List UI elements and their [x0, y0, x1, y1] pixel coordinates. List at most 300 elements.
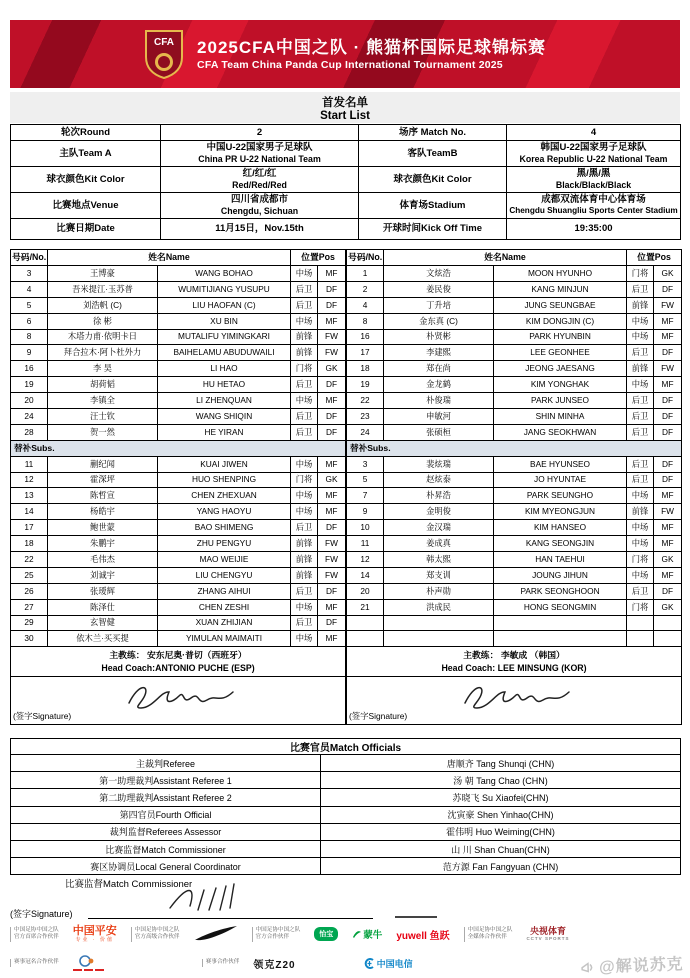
player-row	[347, 599, 682, 615]
player-no: 14	[11, 504, 48, 520]
player-name-en: PARK JUNSEO	[494, 393, 627, 409]
title-sponsor-logo	[73, 955, 104, 971]
official-row	[11, 772, 681, 789]
official-name: 山 川 Shan Chuan(CHN)	[321, 840, 681, 857]
player-pos-en: GK	[654, 552, 682, 568]
player-name-en: JO HYUNTAE	[494, 472, 627, 488]
player-pos-en: MF	[654, 520, 682, 536]
player-pos-cn: 前锋	[627, 297, 654, 313]
player-pos-en: MF	[654, 488, 682, 504]
player-no: 17	[11, 520, 48, 536]
player-name-en: KIM YONGHAK	[494, 377, 627, 393]
kickoff-label: 开球时间Kick Off Time	[359, 219, 507, 240]
player-pos-en: GK	[318, 472, 346, 488]
player-pos-cn: 中场	[627, 536, 654, 552]
teama-value: 中国U-22国家男子足球队 China PR U-22 National Team	[161, 141, 359, 167]
player-name-cn: 郑在尚	[384, 361, 494, 377]
player-name-cn: 金龙鹤	[384, 377, 494, 393]
official-role: 主裁判Referee	[11, 755, 321, 772]
player-pos-en: DF	[318, 583, 346, 599]
player-pos-en: MF	[318, 488, 346, 504]
official-name: 汤 朝 Tang Chao (CHN)	[321, 772, 681, 789]
player-name-cn: 朴昇浩	[384, 488, 494, 504]
player-row	[347, 297, 682, 313]
player-row	[11, 297, 346, 313]
player-name-en: HONG SEONGMIN	[494, 599, 627, 615]
chief-partner-label: 中国足协中国之队 官方首席合作伙伴	[10, 927, 59, 942]
player-row	[347, 393, 682, 409]
teamb-value: 韩国U-22国家男子足球队 Korea Republic U-22 National Team	[507, 141, 681, 167]
player-name-en: MOON HYUNHO	[494, 266, 627, 282]
player-name-cn: 郑支训	[384, 567, 494, 583]
player-pos-en: DF	[654, 281, 682, 297]
venue-label: 比赛地点Venue	[11, 193, 161, 219]
official-name: 沈寅豪 Shen Yinhao(CHN)	[321, 806, 681, 823]
player-name-en: PARK HYUNBIN	[494, 329, 627, 345]
player-row	[11, 615, 346, 631]
player-pos-en: FW	[654, 504, 682, 520]
team-b-signature-cell	[347, 677, 682, 725]
signature-dash	[395, 916, 437, 918]
player-no: 17	[347, 345, 384, 361]
player-row	[347, 456, 682, 472]
player-row	[11, 520, 346, 536]
player-row	[11, 631, 346, 647]
commissioner-signature-zone	[10, 874, 680, 924]
player-no: 20	[347, 583, 384, 599]
player-name-cn: 拜合拉木·阿卜杜外力	[48, 345, 158, 361]
player-pos-cn: 后卫	[627, 472, 654, 488]
player-pos-cn: 中场	[291, 313, 318, 329]
player-name-cn: 陈泽仕	[48, 599, 158, 615]
player-pos-cn: 前锋	[291, 567, 318, 583]
match-info-table	[10, 124, 681, 240]
player-pos-en: DF	[318, 520, 346, 536]
player-pos-en: DF	[318, 377, 346, 393]
player-pos-cn: 中场	[627, 520, 654, 536]
player-name-en: HE YIRAN	[158, 424, 291, 440]
player-pos-cn: 前锋	[291, 552, 318, 568]
player-name-en: CHEN ZHEXUAN	[158, 488, 291, 504]
player-pos-en: GK	[654, 266, 682, 282]
player-pos-en: FW	[318, 536, 346, 552]
player-no: 30	[11, 631, 48, 647]
player-no: 14	[347, 567, 384, 583]
startlist-title-en: Start List	[320, 110, 370, 122]
player-pos-cn: 中场	[291, 631, 318, 647]
nike-logo	[194, 926, 238, 942]
player-pos-cn: 后卫	[291, 409, 318, 425]
player-row	[11, 536, 346, 552]
player-name-en: JEONG JAESANG	[494, 361, 627, 377]
player-name-cn: 申敏河	[384, 409, 494, 425]
player-no: 20	[11, 393, 48, 409]
official-partner-label: 中国足协中国之队 官方合作伙伴	[252, 927, 301, 942]
subs-band-a: 替补Subs.	[11, 440, 346, 456]
player-name-en: WANG BOHAO	[158, 266, 291, 282]
player-name-cn: 霍深坪	[48, 472, 158, 488]
player-pos-en: MF	[654, 329, 682, 345]
teamb-label: 客队TeamB	[359, 141, 507, 167]
player-pos-cn: 门将	[627, 266, 654, 282]
player-name-cn: 木塔力甫·依明卡日	[48, 329, 158, 345]
signature-label-b: (签字Signature)	[349, 711, 408, 722]
player-row	[347, 520, 682, 536]
player-no: 1	[347, 266, 384, 282]
player-pos-en: FW	[318, 567, 346, 583]
yuwell-logo: yuwell 鱼跃	[396, 930, 450, 942]
official-row	[11, 840, 681, 857]
player-name-en: CHEN ZESHI	[158, 599, 291, 615]
player-pos-en: MF	[654, 567, 682, 583]
player-no: 19	[11, 377, 48, 393]
commissioner-signature	[160, 880, 290, 914]
player-name-en: HUO SHENPING	[158, 472, 291, 488]
player-pos-en: DF	[654, 472, 682, 488]
teama-label: 主队Team A	[11, 141, 161, 167]
player-pos-cn: 门将	[291, 472, 318, 488]
player-no: 24	[347, 424, 384, 440]
official-role: 第四官员Fourth Official	[11, 806, 321, 823]
player-pos-cn: 后卫	[627, 456, 654, 472]
player-row	[11, 377, 346, 393]
title-sponsor-label: 赛事冠名合作伙伴	[10, 959, 59, 966]
player-row	[347, 424, 682, 440]
player-no: 12	[11, 472, 48, 488]
player-name-cn: 李 昊	[48, 361, 158, 377]
player-name-en: KANG MINJUN	[494, 281, 627, 297]
official-role: 第二助理裁判Assistant Referee 2	[11, 789, 321, 806]
player-pos-cn: 中场	[291, 599, 318, 615]
official-role: 第一助理裁判Assistant Referee 1	[11, 772, 321, 789]
player-pos-en: MF	[654, 536, 682, 552]
china-telecom-logo: 中国电信	[364, 957, 413, 970]
player-row	[347, 536, 682, 552]
player-pos-en: GK	[654, 599, 682, 615]
official-row	[11, 806, 681, 823]
player-name-en: ZHU PENGYU	[158, 536, 291, 552]
player-row	[11, 393, 346, 409]
player-no: 4	[347, 297, 384, 313]
cctv-sports-logo: 央视体育 CCTV SPORTS	[526, 926, 570, 941]
player-name-cn: 金东真 (C)	[384, 313, 494, 329]
player-name-cn: 朴贤彬	[384, 329, 494, 345]
player-no: 3	[11, 266, 48, 282]
player-name-cn: 刘诚宇	[48, 567, 158, 583]
player-row	[11, 281, 346, 297]
cfa-team-china-logo	[144, 29, 184, 79]
tournament-banner	[10, 20, 680, 88]
subs-band-b: 替补Subs.	[347, 440, 682, 456]
stadium-value: 成都双流体育中心体育场 Chengdu Shuangliu Sports Center Stadium	[507, 193, 681, 219]
player-row	[347, 266, 682, 282]
player-row	[11, 552, 346, 568]
player-pos-cn: 后卫	[291, 424, 318, 440]
matchno-label: 场序 Match No.	[359, 125, 507, 141]
player-name-cn: 依木兰·买买提	[48, 631, 158, 647]
player-pos-en: MF	[318, 504, 346, 520]
official-name: 范方源 Fan Fangyuan (CHN)	[321, 858, 681, 875]
player-name-cn: 朱鹏宇	[48, 536, 158, 552]
player-name-en: HU HETAO	[158, 377, 291, 393]
player-pos-en: DF	[654, 393, 682, 409]
player-name-en: MUTALIFU YIMINGKARI	[158, 329, 291, 345]
player-name-cn: 王博豪	[48, 266, 158, 282]
player-row	[11, 456, 346, 472]
player-name-en: WUMITIJIANG YUSUPU	[158, 281, 291, 297]
player-pos-cn: 中场	[291, 266, 318, 282]
tournament-title-en: CFA Team China Panda Cup International Tournament 2025	[197, 58, 503, 71]
player-row	[11, 472, 346, 488]
col-name: 姓名Name	[384, 250, 627, 266]
player-name-en: KIM HANSEO	[494, 520, 627, 536]
col-pos: 位置Pos	[627, 250, 682, 266]
player-name-cn: 裴炫瑞	[384, 456, 494, 472]
player-row	[347, 345, 682, 361]
player-pos-cn: 中场	[291, 456, 318, 472]
player-no	[347, 615, 384, 631]
player-pos-cn	[627, 615, 654, 631]
pingan-logo: 中国平安 专业 · 价值	[72, 925, 117, 943]
startlist-title-cn: 首发名单	[322, 97, 368, 109]
player-name-en: KIM DONGJIN (C)	[494, 313, 627, 329]
svg-text:CFA: CFA	[154, 37, 175, 48]
event-partner-label: 赛事合作伙伴	[202, 959, 240, 966]
player-no: 18	[11, 536, 48, 552]
kickoff-value: 19:35:00	[507, 219, 681, 240]
megaphone-icon	[580, 958, 597, 975]
player-pos-en: DF	[654, 583, 682, 599]
player-pos-cn: 中场	[627, 313, 654, 329]
player-no: 10	[347, 520, 384, 536]
player-name-cn: 贺一然	[48, 424, 158, 440]
player-row	[11, 504, 346, 520]
player-row	[347, 472, 682, 488]
player-name-en: SHIN MINHA	[494, 409, 627, 425]
player-pos-cn: 前锋	[627, 504, 654, 520]
player-name-cn	[384, 631, 494, 647]
player-no: 19	[347, 377, 384, 393]
player-no: 2	[347, 281, 384, 297]
player-name-cn: 蒯纪闻	[48, 456, 158, 472]
player-pos-en: DF	[318, 615, 346, 631]
player-pos-cn: 中场	[627, 377, 654, 393]
player-no: 13	[11, 488, 48, 504]
player-no	[347, 631, 384, 647]
player-row	[11, 583, 346, 599]
player-pos-cn: 后卫	[627, 583, 654, 599]
player-no: 7	[347, 488, 384, 504]
player-name-en: XU BIN	[158, 313, 291, 329]
player-name-en: XUAN ZHIJIAN	[158, 615, 291, 631]
player-no: 16	[11, 361, 48, 377]
player-pos-cn: 前锋	[291, 345, 318, 361]
player-pos-en: DF	[654, 424, 682, 440]
player-row	[347, 504, 682, 520]
player-name-cn: 张瑷辉	[48, 583, 158, 599]
player-name-en: LIU CHENGYU	[158, 567, 291, 583]
player-name-cn: 鲍世蒙	[48, 520, 158, 536]
player-pos-cn: 门将	[627, 552, 654, 568]
coach-signature-b	[457, 681, 577, 713]
player-pos-en: MF	[654, 313, 682, 329]
player-row	[11, 409, 346, 425]
player-name-cn: 朴俊瑞	[384, 393, 494, 409]
player-pos-cn: 后卫	[627, 345, 654, 361]
player-name-en: JUNG SEUNGBAE	[494, 297, 627, 313]
player-name-en: PARK SEONGHOON	[494, 583, 627, 599]
player-row	[347, 488, 682, 504]
player-name-en	[494, 631, 627, 647]
player-name-cn: 韩太熙	[384, 552, 494, 568]
player-name-en: WANG SHIQIN	[158, 409, 291, 425]
player-name-en: PARK SEUNGHO	[494, 488, 627, 504]
player-no: 11	[11, 456, 48, 472]
player-pos-en: FW	[654, 297, 682, 313]
round-value: 2	[161, 125, 359, 141]
player-pos-cn: 中场	[627, 329, 654, 345]
player-no: 3	[347, 456, 384, 472]
yibao-logo: 怡宝	[314, 927, 338, 941]
player-no: 29	[11, 615, 48, 631]
date-value: 11月15日，Nov.15th	[161, 219, 359, 240]
player-pos-en: DF	[318, 281, 346, 297]
lynk-z20-logo: 领克Z20	[253, 959, 296, 971]
player-pos-en: DF	[318, 297, 346, 313]
official-role: 裁判监督Referees Assessor	[11, 823, 321, 840]
player-pos-en: FW	[318, 345, 346, 361]
player-pos-cn: 中场	[291, 504, 318, 520]
player-row	[347, 552, 682, 568]
player-name-cn: 金明俊	[384, 504, 494, 520]
player-pos-cn: 后卫	[291, 281, 318, 297]
player-pos-cn: 中场	[291, 488, 318, 504]
match-officials-table	[10, 738, 681, 875]
player-pos-cn: 后卫	[291, 520, 318, 536]
player-pos-cn: 前锋	[627, 361, 654, 377]
player-no: 22	[11, 552, 48, 568]
official-row	[11, 789, 681, 806]
player-row	[11, 329, 346, 345]
player-row	[11, 266, 346, 282]
mengniu-logo: 蒙牛	[352, 927, 382, 941]
col-number: 号码/No.	[11, 250, 48, 266]
player-no: 5	[11, 297, 48, 313]
player-row	[347, 615, 682, 631]
player-pos-en: MF	[318, 313, 346, 329]
player-pos-en: DF	[318, 424, 346, 440]
official-name: 唐顺齐 Tang Shunqi (CHN)	[321, 755, 681, 772]
player-row	[11, 567, 346, 583]
kita-label: 球衣颜色Kit Color	[11, 167, 161, 193]
player-pos-en: DF	[654, 456, 682, 472]
player-no: 8	[347, 313, 384, 329]
player-name-cn: 丁升培	[384, 297, 494, 313]
player-no: 26	[11, 583, 48, 599]
player-name-cn: 朴声勋	[384, 583, 494, 599]
player-no: 4	[11, 281, 48, 297]
player-pos-cn: 后卫	[627, 393, 654, 409]
player-name-en: HAN TAEHUI	[494, 552, 627, 568]
player-no: 25	[11, 567, 48, 583]
player-name-en: KANG SEONGJIN	[494, 536, 627, 552]
signature-label-a: (签字Signature)	[13, 711, 72, 722]
signature-line	[88, 918, 373, 919]
player-name-en: YIMULAN MAIMAITI	[158, 631, 291, 647]
player-pos-en: MF	[318, 456, 346, 472]
player-name-cn: 姜民俊	[384, 281, 494, 297]
player-no: 11	[347, 536, 384, 552]
weibo-watermark: @解说苏克	[580, 951, 684, 978]
player-row	[11, 361, 346, 377]
player-row	[11, 313, 346, 329]
player-name-cn: 姜成真	[384, 536, 494, 552]
player-pos-en: DF	[318, 409, 346, 425]
player-name-cn: 胡荷韬	[48, 377, 158, 393]
player-name-cn: 刘浩帆 (C)	[48, 297, 158, 313]
player-name-cn: 毛伟杰	[48, 552, 158, 568]
player-name-cn: 吾米提江·玉苏普	[48, 281, 158, 297]
kitb-label: 球衣颜色Kit Color	[359, 167, 507, 193]
player-pos-cn: 中场	[627, 567, 654, 583]
player-name-cn: 赵炫泰	[384, 472, 494, 488]
player-pos-en: MF	[654, 377, 682, 393]
player-pos-cn: 后卫	[627, 409, 654, 425]
commissioner-signature-label: (签字Signature)	[10, 909, 73, 919]
team-b-coach: 主教练： 李敏成 （韩国） Head Coach: LEE MINSUNG (KOR)	[347, 647, 682, 677]
team-a-squad-table	[10, 249, 346, 725]
player-pos-cn: 后卫	[627, 281, 654, 297]
player-pos-en: FW	[318, 552, 346, 568]
player-pos-cn: 前锋	[291, 536, 318, 552]
player-row	[347, 583, 682, 599]
player-name-en: BAO SHIMENG	[158, 520, 291, 536]
player-name-cn: 玄智健	[48, 615, 158, 631]
player-name-cn: 金汉瑞	[384, 520, 494, 536]
venue-value: 四川省成都市 Chengdu, Sichuan	[161, 193, 359, 219]
player-row	[347, 361, 682, 377]
player-no: 23	[347, 409, 384, 425]
player-name-en	[494, 615, 627, 631]
player-row	[347, 567, 682, 583]
player-no: 18	[347, 361, 384, 377]
player-pos-en	[654, 615, 682, 631]
player-no: 24	[11, 409, 48, 425]
player-pos-en: MF	[318, 393, 346, 409]
player-row	[347, 329, 682, 345]
player-name-en: LEE GEONHEE	[494, 345, 627, 361]
player-row	[11, 599, 346, 615]
player-name-en: LI HAO	[158, 361, 291, 377]
date-label: 比赛日期Date	[11, 219, 161, 240]
kita-value: 红/红/红 Red/Red/Red	[161, 167, 359, 193]
player-no: 8	[11, 329, 48, 345]
player-pos-cn: 后卫	[291, 377, 318, 393]
coach-signature-a	[121, 681, 241, 713]
official-row	[11, 823, 681, 840]
kitb-value: 黑/黑/黑 Black/Black/Black	[507, 167, 681, 193]
round-label: 轮次Round	[11, 125, 161, 141]
media-partner-label: 中国足协中国之队 全媒体合作伙伴	[464, 927, 513, 942]
player-no: 9	[11, 345, 48, 361]
col-number: 号码/No.	[347, 250, 384, 266]
official-name: 霍伟明 Huo Weiming(CHN)	[321, 823, 681, 840]
player-no: 6	[11, 313, 48, 329]
player-pos-en: FW	[654, 361, 682, 377]
commissioner-label: 比赛监督Match Commissioner	[65, 879, 193, 890]
player-pos-cn: 后卫	[291, 297, 318, 313]
official-name: 苏晓飞 Su Xiaofei(CHN)	[321, 789, 681, 806]
